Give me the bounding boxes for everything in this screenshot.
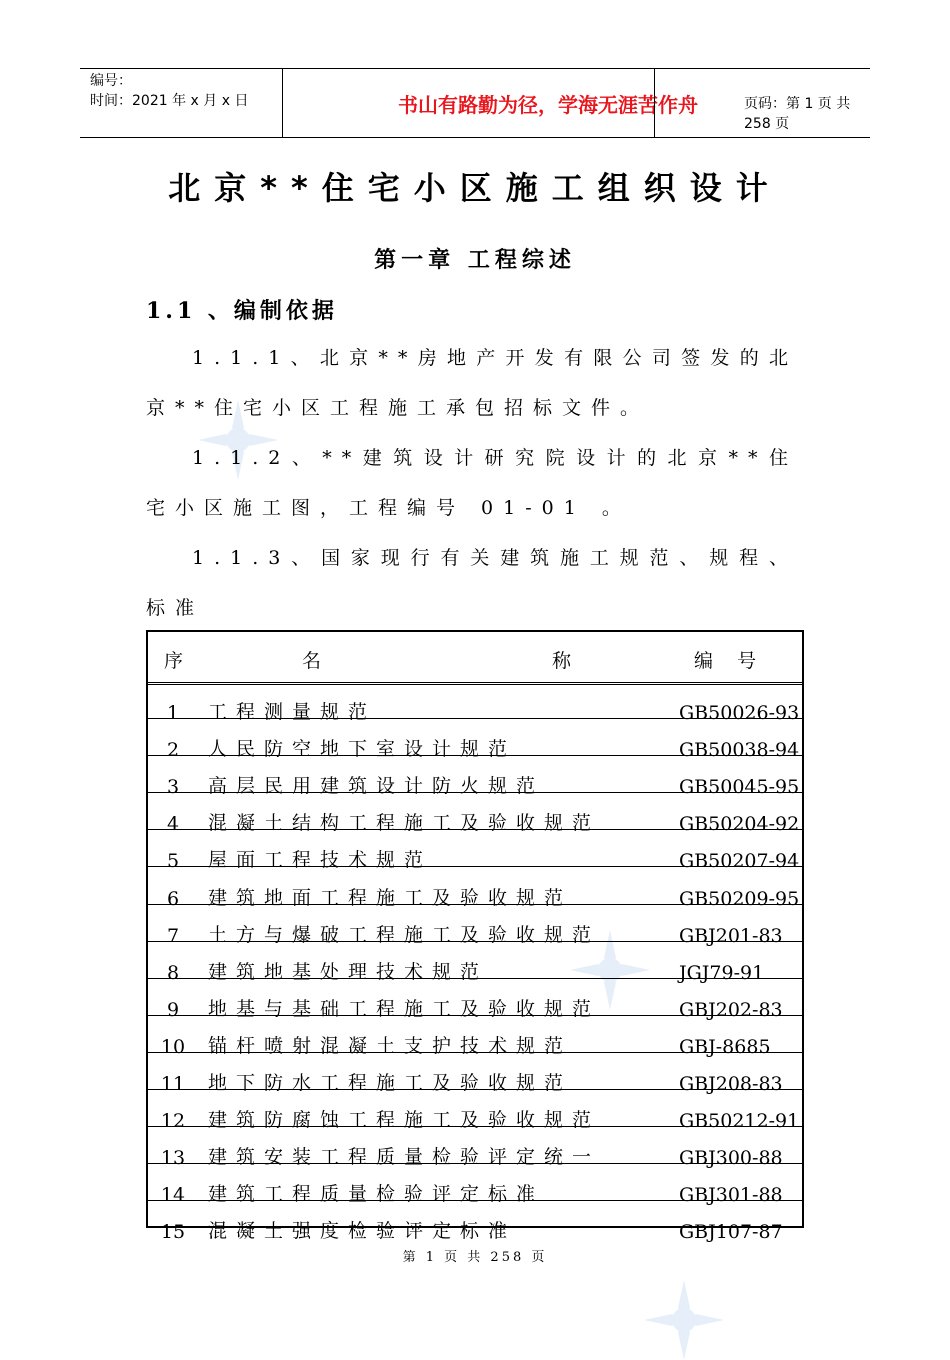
- table-body: [146, 682, 804, 1244]
- table-row: [146, 905, 804, 947]
- row-seq: 5: [166, 850, 180, 873]
- row-name: 人民防空地下室设计规范: [208, 738, 517, 761]
- row-code: GB50204-92: [679, 813, 800, 836]
- table-row: [146, 830, 804, 873]
- table-row: [146, 793, 804, 836]
- header-meta: [90, 71, 248, 111]
- number-label: 编号：: [90, 73, 132, 89]
- row-name: 建筑工程质量检验评定标准: [208, 1183, 545, 1206]
- table-row: [146, 719, 804, 762]
- row-code: GBJ107-87: [679, 1221, 783, 1244]
- watermark-snowflake-icon: [644, 1280, 724, 1360]
- row-name: 混凝土结构工程施工及验收规范: [208, 812, 601, 835]
- row-seq: 7: [166, 924, 180, 947]
- row-seq: 9: [166, 998, 180, 1021]
- row-name: 建筑地基处理技术规范: [208, 960, 489, 983]
- row-code: JGJ79-91: [679, 961, 765, 984]
- document-header: [80, 68, 870, 138]
- row-seq: 1: [166, 702, 180, 725]
- section-heading: 1.1 、编制依据: [146, 298, 338, 324]
- row-code: GBJ201-83: [679, 924, 783, 947]
- row-code: GB50209-95: [679, 887, 800, 910]
- paragraph: 1.1.1、北京**房地产开发有限公司签发的北京**住宅小区工程施工承包招标文件。: [146, 347, 798, 419]
- row-seq: 4: [166, 813, 180, 836]
- row-code: GB50038-94: [679, 739, 800, 762]
- row-seq: 12: [160, 1110, 186, 1133]
- table-row: [146, 1090, 804, 1133]
- document-title: 北京**住宅小区施工组织设计: [168, 169, 782, 207]
- row-seq: 6: [166, 887, 180, 910]
- table-row: [146, 682, 804, 725]
- header-divider: [282, 69, 283, 137]
- row-seq: 3: [166, 776, 180, 799]
- row-code: GBJ300-88: [679, 1147, 783, 1170]
- row-seq: 15: [160, 1221, 186, 1244]
- table-row: [146, 979, 804, 1021]
- row-code: GBJ208-83: [679, 1073, 783, 1096]
- table-row: [146, 1127, 804, 1170]
- row-name: 锚杆喷射混凝土支护技术规范: [208, 1034, 573, 1057]
- table-row: [146, 1016, 804, 1058]
- table-row: [146, 867, 804, 910]
- row-name: 工程测量规范: [208, 701, 377, 724]
- row-name: 混凝土强度检验评定标准: [208, 1220, 517, 1243]
- row-code: GBJ301-88: [679, 1184, 783, 1207]
- row-name: 地基与基础工程施工及验收规范: [208, 997, 601, 1020]
- header-seq: 序: [164, 650, 184, 672]
- table-row: [146, 756, 804, 799]
- row-seq: 8: [166, 961, 180, 984]
- row-name: 土方与爆破工程施工及验收规范: [208, 923, 601, 946]
- header-code: 编 号: [694, 650, 757, 672]
- row-name: 建筑防腐蚀工程施工及验收规范: [208, 1109, 601, 1132]
- table-row: [146, 1164, 804, 1207]
- row-code: GB50207-94: [679, 850, 800, 873]
- row-name: 建筑地面工程施工及验收规范: [208, 886, 573, 909]
- chapter-heading: 第一章 工程综述: [374, 248, 576, 273]
- table-row: [146, 1201, 804, 1244]
- row-name: 建筑安装工程质量检验评定统一: [208, 1146, 601, 1169]
- row-code: GBJ202-83: [679, 998, 783, 1021]
- row-name: 高层民用建筑设计防火规范: [208, 775, 545, 798]
- row-seq: 13: [160, 1147, 186, 1170]
- table-row: [146, 1053, 804, 1096]
- header-divider: [654, 69, 655, 137]
- row-name: 地下防水工程施工及验收规范: [208, 1072, 573, 1095]
- row-code: GB50045-95: [679, 776, 800, 799]
- row-code: GBJ-8685: [679, 1035, 771, 1058]
- header-name-b: 称: [552, 650, 572, 672]
- page-footer: 第 1 页 共 258 页: [402, 1250, 548, 1265]
- header-name-a: 名: [302, 650, 322, 672]
- row-seq: 14: [160, 1184, 186, 1207]
- header-page-info: 页码：第 1 页 共 258 页: [744, 96, 851, 132]
- row-seq: 11: [160, 1073, 186, 1096]
- row-seq: 2: [166, 739, 180, 762]
- row-seq: 10: [160, 1035, 186, 1058]
- table-row: [146, 942, 804, 984]
- row-code: GB50026-93: [679, 702, 800, 725]
- row-code: GB50212-91: [679, 1110, 800, 1133]
- paragraph: 1.1.2、**建筑设计研究院设计的北京**住宅小区施工图，工程编号 01-01 。: [146, 447, 798, 519]
- header-motto: 书山有路勤为径，学海无涯苦作舟: [398, 92, 698, 117]
- table-header: [146, 630, 804, 685]
- paragraph: 1.1.3、国家现行有关建筑施工规范、规程、标准: [146, 547, 798, 619]
- row-name: 屋面工程技术规范: [208, 849, 433, 872]
- time-label: 时间：2021 年 x 月 x 日: [90, 93, 249, 109]
